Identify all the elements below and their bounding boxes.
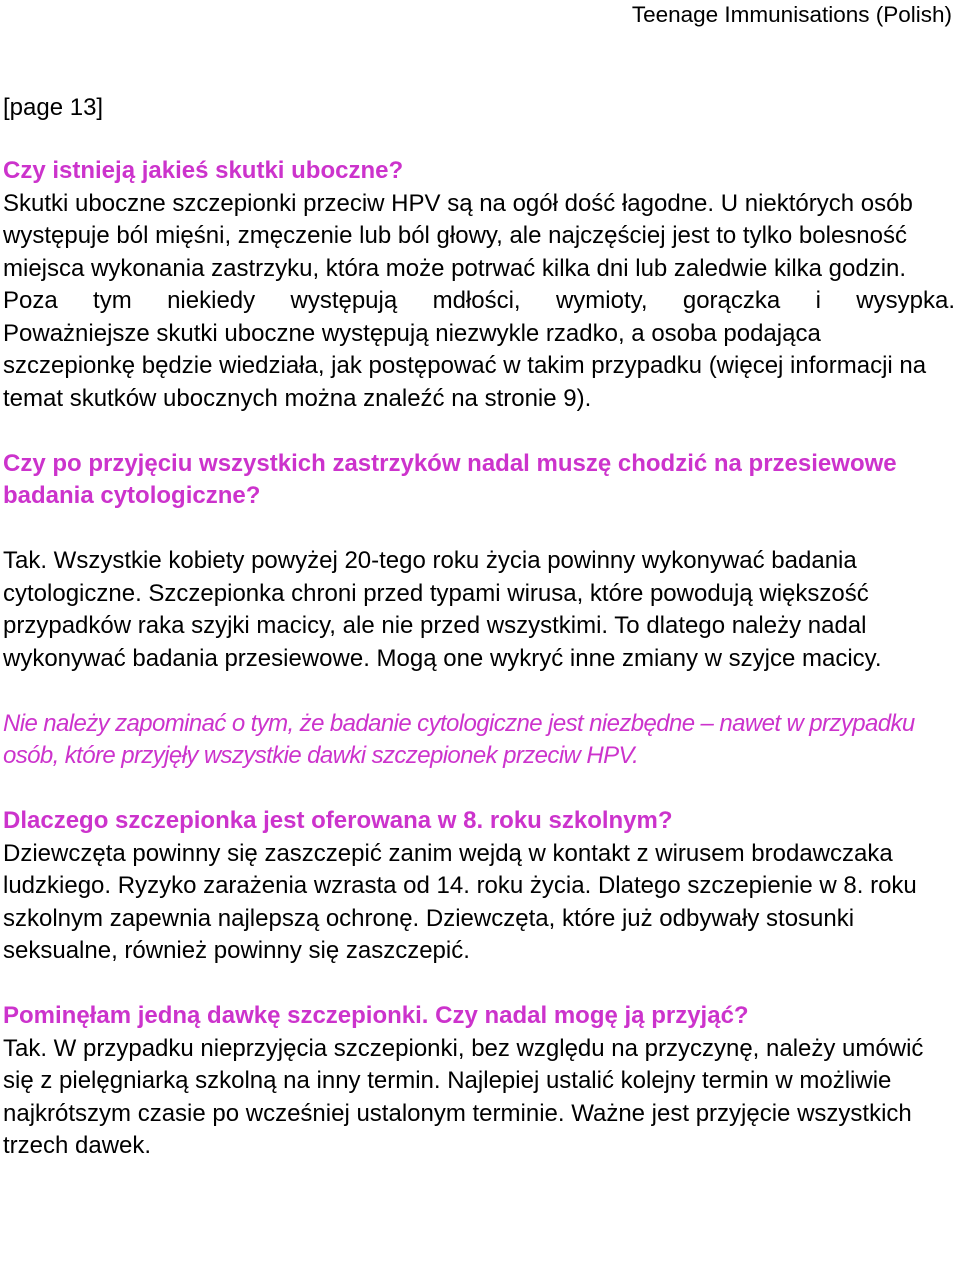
screening-note: Nie należy zapominać o tym, że badanie cytologiczne jest niezbędne – nawet w przypadku osób, które przyjęły wszystkie dawki szczepionek przeciw HPV.	[3, 709, 915, 769]
spacer	[3, 415, 955, 448]
answer-side-effects-para3: Poważniejsze skutki uboczne występują niezwykle rzadko, a osoba podająca szczepionkę będzie wiedziała, jak postępować w takim przypadku (więcej informacji na temat skutków ubocznych można znaleźć na stronie 9).	[3, 319, 927, 412]
answer-year8: Dziewczęta powinny się zaszczepić zanim wejdą w kontakt z wirusem brodawczaka ludzkiego. Ryzyko zarażenia wzrasta od 14. roku życia. Dlatego szczepienie w 8. roku szkolnym zapewnia najlepszą ochronę. Dziewczęta, które już odbywały stosunki seksualne, również powinny się zaszczepić.	[3, 839, 917, 964]
spacer	[3, 675, 955, 708]
answer-side-effects-para2: Poza tym niekiedy występują mdłości, wymioty, gorączka i wysypka.	[3, 287, 955, 314]
spacer	[3, 968, 955, 1001]
section-missed-dose	[3, 1000, 955, 1163]
spacer	[3, 513, 955, 546]
document-body	[3, 155, 955, 1163]
answer-side-effects-para1: Skutki uboczne szczepionki przeciw HPV są na ogół dość łagodne. U niektórych osób występuje ból mięśni, zmęczenie lub ból głowy, ale najczęściej jest to tylko bolesność miejsca wykonania zastrzyku, która może potrwać kilka dni lub zaledwie kilka godzin.	[3, 189, 913, 282]
question-missed-dose: Pominęłam jedną dawkę szczepionki. Czy nadal mogę ją przyjąć?	[3, 1002, 749, 1029]
answer-screening: Tak. Wszystkie kobiety powyżej 20-tego roku życia powinny wykonywać badania cytologiczne. Szczepionka chroni przed typami wirusa, które powodują większość przypadków raka szyjki macicy, ale nie przed wszystkimi. To dlatego należy nadal wykonywać badania przesiewowe. Mogą one wykryć inne zmiany w szyjce macicy.	[3, 547, 882, 672]
question-side-effects: Czy istnieją jakieś skutki uboczne?	[3, 157, 404, 184]
answer-missed-dose: Tak. W przypadku nieprzyjęcia szczepionki, bez względu na przyczynę, należy umówić się z pielęgniarką szkolną na inny termin. Najlepiej ustalić kolejny termin w możliwie najkrótszym czasie po wcześniej ustalonym terminie. Ważne jest przyjęcie wszystkich trzech dawek.	[3, 1034, 924, 1159]
page-marker: [page 13]	[3, 94, 104, 121]
section-side-effects	[3, 155, 955, 415]
question-screening: Czy po przyjęciu wszystkich zastrzyków nadal muszę chodzić na przesiewowe badania cytologiczne?	[3, 449, 897, 509]
section-year8	[3, 805, 955, 968]
question-year8: Dlaczego szczepionka jest oferowana w 8. roku szkolnym?	[3, 807, 673, 834]
spacer	[3, 773, 955, 806]
running-header: Teenage Immunisations (Polish)	[631, 2, 952, 27]
section-screening	[3, 448, 955, 773]
